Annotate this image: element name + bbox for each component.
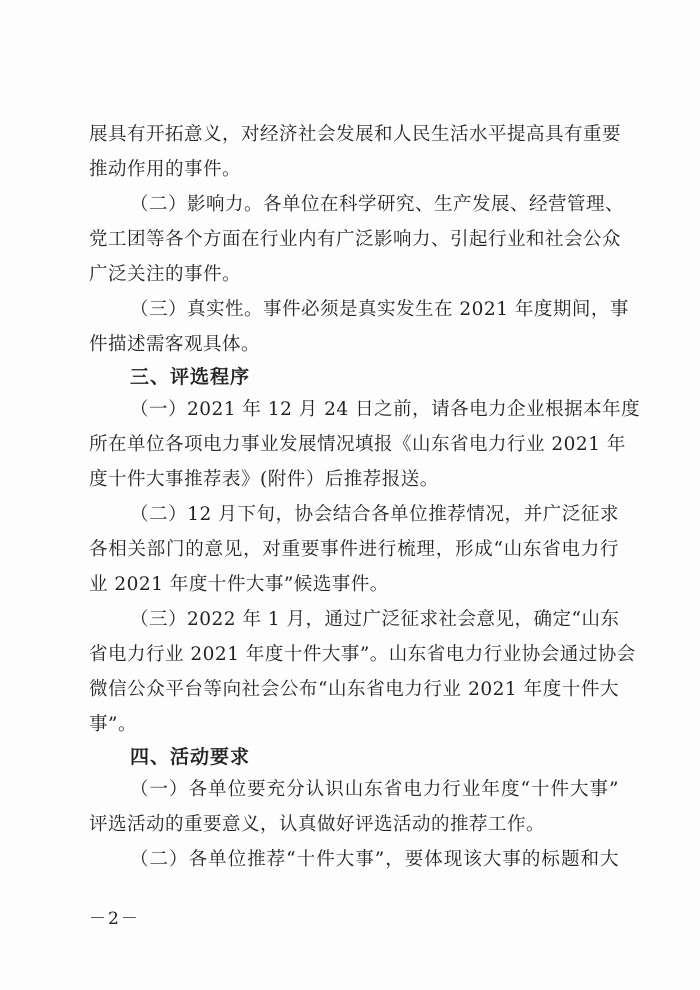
paragraph-line: 展具有开拓意义，对经济社会发展和人民生活水平提高具有重要 (89, 124, 622, 145)
paragraph-line: 推动作用的事件。 (89, 159, 242, 180)
paragraph-line: （三）真实性。事件必须是真实发生在 2021 年度期间，事 (130, 299, 629, 320)
paragraph-line: 党工团等各个方面在行业内有广泛影响力、引起行业和社会公众 (89, 229, 622, 250)
paragraph-line: 业 2021 年度十件大事”候选事件。 (89, 574, 389, 595)
page-number: －2－ (89, 909, 140, 929)
paragraph-line: （三）2022 年 1 月，通过广泛征求社会意见，确定“山东 (130, 609, 620, 630)
paragraph-line: 各相关部门的意见，对重要事件进行梳理，形成“山东省电力行 (89, 539, 619, 560)
paragraph-line: 评选活动的重要意义，认真做好评选活动的推荐工作。 (89, 814, 546, 835)
paragraph-line: 事”。 (89, 714, 137, 735)
paragraph-line: （二）12 月下旬，协会结合各单位推荐情况，并广泛征求 (130, 504, 619, 525)
paragraph-line: （二）各单位推荐“十件大事”，要体现该大事的标题和大 (130, 849, 619, 870)
paragraph-line: 广泛关注的事件。 (89, 264, 242, 285)
paragraph-line: （二）影响力。各单位在科学研究、生产发展、经营管理、 (130, 194, 625, 215)
paragraph-line: 省电力行业 2021 年度十件大事”。山东省电力行业协会通过协会 (89, 644, 636, 665)
paragraph-line: 所在单位各项电力事业发展情况填报《山东省电力行业 2021 年 (89, 434, 626, 455)
paragraph-line: 度十件大事推荐表》(附件）后推荐报送。 (89, 469, 439, 490)
paragraph-line: （一）2021 年 12 月 24 日之前，请各电力企业根据本年度 (130, 399, 641, 420)
paragraph-line: 件描述需客观具体。 (89, 334, 261, 355)
paragraph-line: （一）各单位要充分认识山东省电力行业年度“十件大事” (130, 779, 619, 800)
section-heading: 三、评选程序 (130, 366, 251, 388)
paragraph-line: 微信公众平台等向社会公布“山东省电力行业 2021 年度十件大 (89, 679, 619, 700)
section-heading: 四、活动要求 (130, 746, 251, 768)
